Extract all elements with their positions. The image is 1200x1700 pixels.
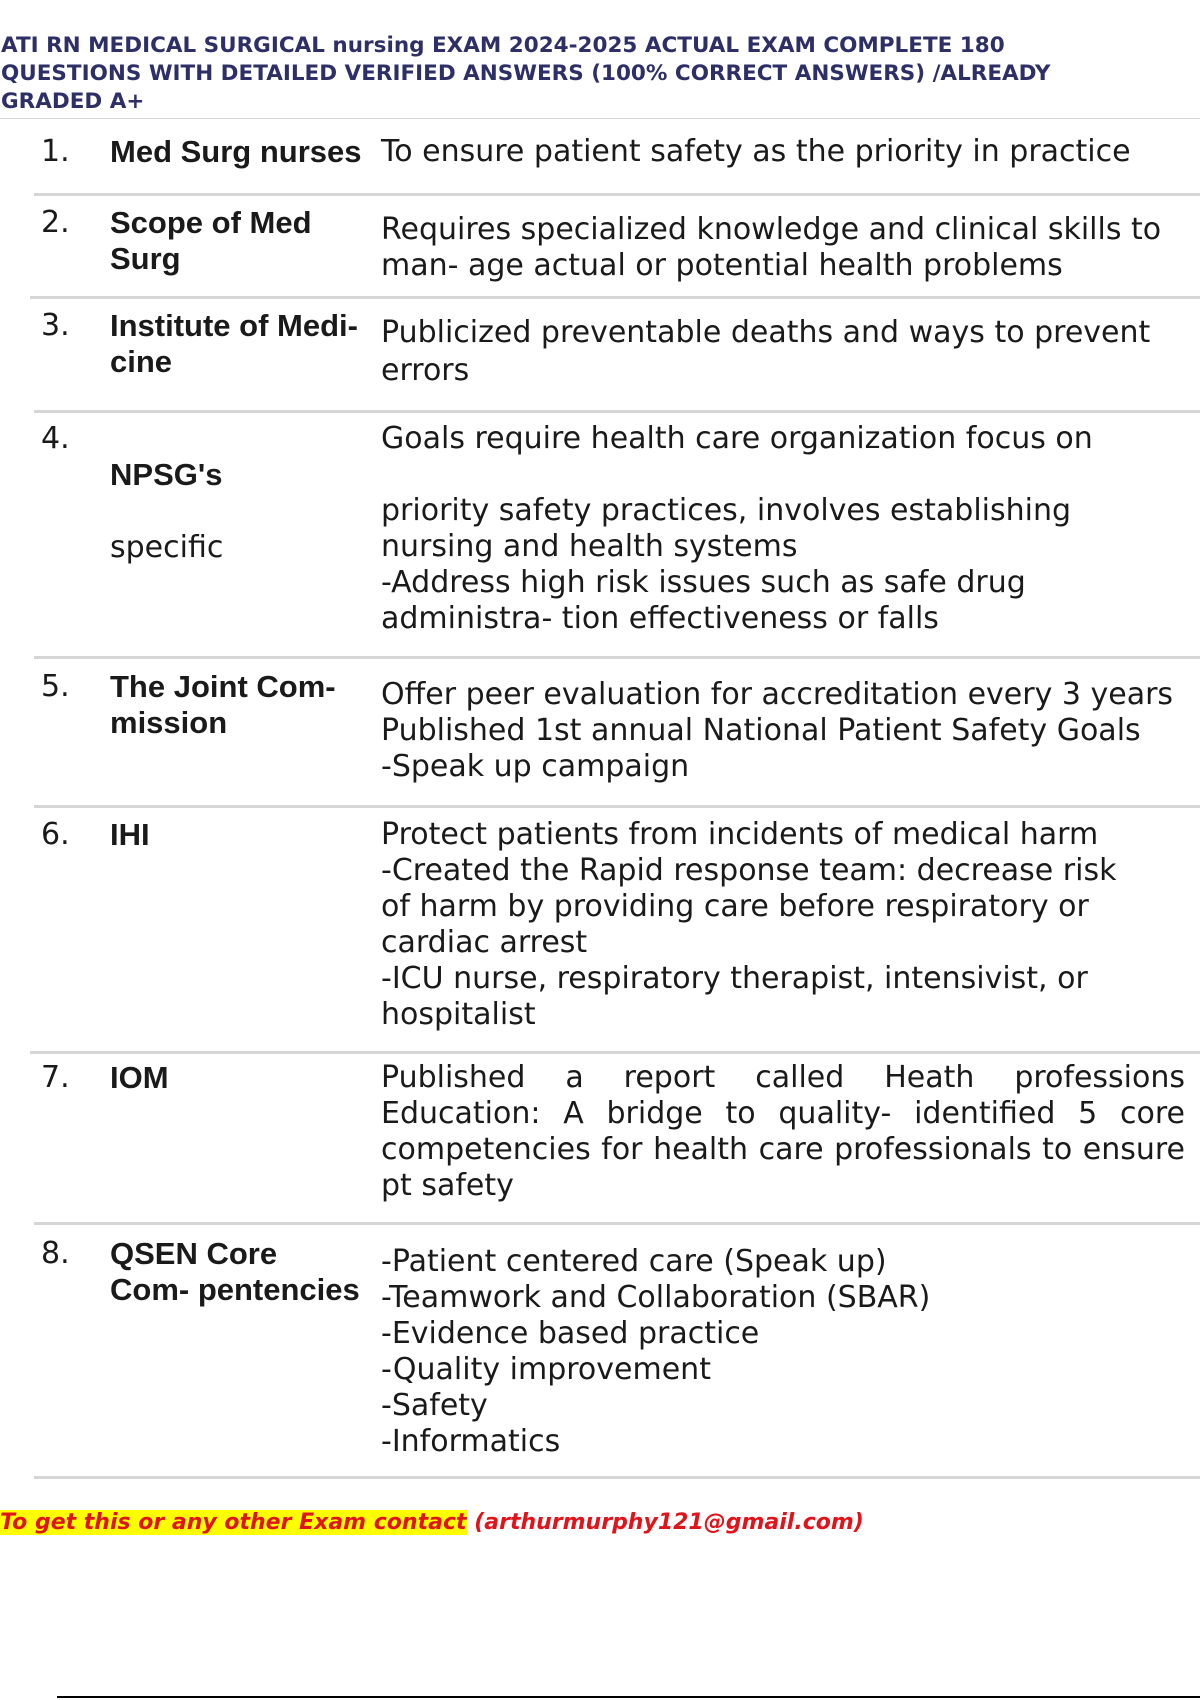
item-definition: Offer peer evaluation for accreditation every 3 years Published 1st annual National Patient Safety Goals -Speak up campaign xyxy=(381,677,1174,784)
row-divider xyxy=(30,1051,1200,1054)
item-number: 1. xyxy=(41,134,70,169)
row-divider xyxy=(34,805,1200,808)
row-divider xyxy=(30,296,1200,299)
item-definition: Protect patients from incidents of medical harm -Created the Rapid response team: decrease risk of harm by providing care before respiratory or cardiac arrest -ICU nurse, respiratory therapist, intensivist, or hospitalist xyxy=(381,817,1117,1032)
item-definition: Publicized preventable deaths and ways to prevent errors xyxy=(381,315,1151,388)
row-divider xyxy=(34,656,1200,659)
page-bottom-rule xyxy=(57,1696,1200,1698)
item-definition: -Patient centered care (Speak up) -Teamwork and Collaboration (SBAR) -Evidence based practice -Quality improvement -Safety -Informatics xyxy=(381,1244,931,1459)
row-divider xyxy=(34,1476,1200,1479)
row-divider xyxy=(34,1222,1200,1225)
item-definition: Requires specialized knowledge and clinical skills to man- age actual or potential health problems xyxy=(381,212,1162,283)
item-number: 3. xyxy=(41,308,70,343)
item-number: 7. xyxy=(41,1060,70,1095)
item-number: 5. xyxy=(41,669,70,704)
item-term-main: NPSG's xyxy=(110,457,223,492)
item-number: 6. xyxy=(41,817,70,852)
document-title: ATI RN MEDICAL SURGICAL nursing EXAM 2024-2025 ACTUAL EXAM COMPLETE 180 QUESTIONS WITH DETAILED VERIFIED ANSWERS (100% CORRECT ANSWERS) /ALREADY GRADED A+ xyxy=(1,33,1051,114)
item-term: IHI xyxy=(110,817,150,852)
item-definition-continued: priority safety practices, involves establishing nursing and health systems -Address high risk issues such as safe drug administra- tion effectiveness or falls xyxy=(381,493,1072,636)
title-divider xyxy=(0,118,1200,119)
item-definition: Published a report called Heath professions Education: A bridge to quality- identified 5 core competencies for health care professionals to ensure pt safety xyxy=(381,1060,1185,1203)
contact-notice xyxy=(0,1510,864,1536)
item-term: Scope of Med Surg xyxy=(110,205,312,276)
item-term: Med Surg nurses xyxy=(110,134,362,169)
item-number: 2. xyxy=(41,205,70,240)
item-term: QSEN Core Com- pentencies xyxy=(110,1236,360,1307)
item-definition: Goals require health care organization focus on xyxy=(381,421,1093,456)
item-number: 8. xyxy=(41,1236,70,1271)
row-divider xyxy=(34,193,1200,196)
contact-highlighted-text: To get this or any other Exam contact xyxy=(0,1510,467,1535)
item-term: Institute of Medi- cine xyxy=(110,308,358,379)
row-divider xyxy=(34,410,1200,413)
item-definition: To ensure patient safety as the priority in practice xyxy=(381,134,1131,169)
item-term: The Joint Com- mission xyxy=(110,669,336,740)
item-term xyxy=(110,421,380,566)
item-term-sub: specific xyxy=(110,530,224,565)
contact-email-link[interactable]: (arthurmurphy121@gmail.com) xyxy=(474,1510,864,1535)
item-number: 4. xyxy=(41,421,70,456)
item-term: IOM xyxy=(110,1060,169,1095)
